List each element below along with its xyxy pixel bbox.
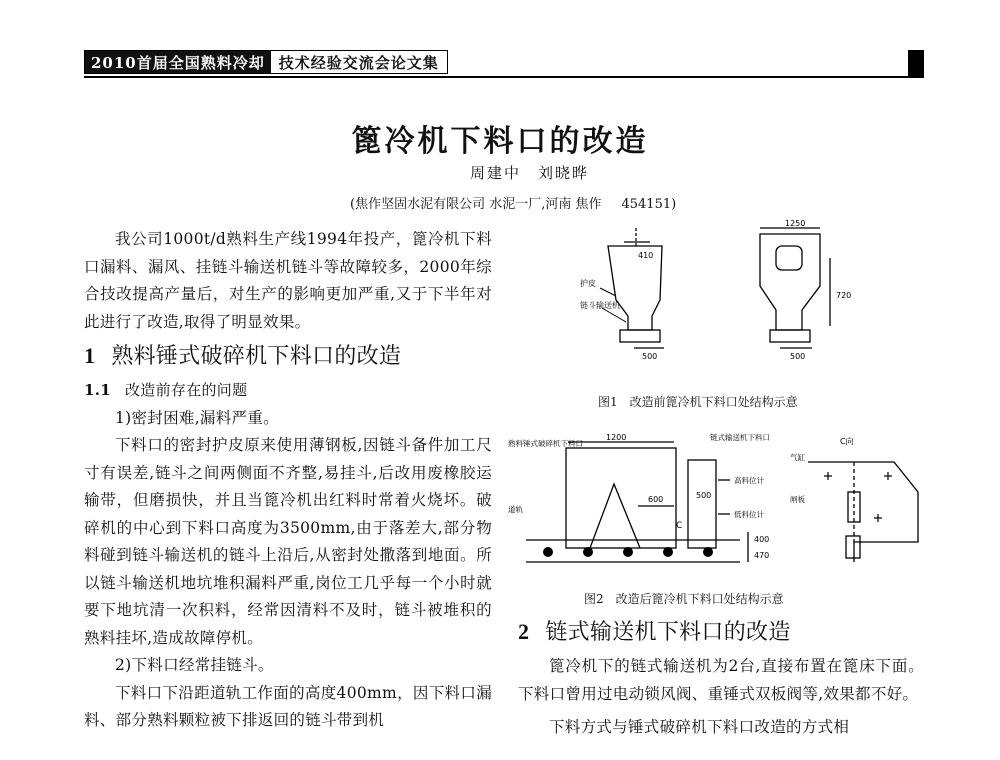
fig2-label-conveyor: 链式输送机下料口 [710, 433, 770, 442]
fig1-right-chute [760, 234, 820, 330]
fig1-dim-720: 720 [836, 291, 852, 300]
right-column [518, 612, 924, 742]
journal-header [84, 50, 924, 80]
fig1-left-base [620, 330, 660, 342]
fig1-label-hupi: 护皮 [580, 279, 596, 288]
subsection-1-1-heading [84, 377, 492, 405]
section-2-title: 链式输送机下料口的改造 [545, 620, 791, 645]
fig2-label-rail: 道轨 [508, 505, 523, 514]
fig1-leader-hupi [600, 288, 616, 296]
figure-1-caption: 图1 改造前篦冷机下料口处结构示意 [598, 395, 798, 409]
fig2-label-cylinder: 气缸 [790, 453, 805, 462]
section-2-number: 2 [518, 619, 530, 644]
figure-2-caption: 图2 改造后篦冷机下料口处结构示意 [584, 592, 784, 606]
fig2-label-view: C向 [840, 437, 854, 446]
figure-2-diagram [508, 432, 924, 582]
section-2-heading [518, 614, 924, 651]
fig1-leader-conveyor [602, 308, 626, 322]
paragraph-2: 下料口下沿距道轨工作面的高度400mm，因下料口漏料、部分熟料颗粒被下排返回的链斗带到机 [84, 683, 492, 729]
paragraph-1: 下料口的密封护皮原来使用薄钢板,因链斗备件加工尺寸有误差,链斗之间两侧面不齐整,易挂斗,后改用废橡胶运输带，但磨损快，并且当篦冷机出红料时常着火烧坏。破碎机的中心到下料口高度为3500mm,由于落差大,部分物料碰到链斗输送机的链斗上沿后,从密封处撒落到地面。所以链斗输送机地坑堆积漏料严重,岗位工几乎每一个小时就要下地坑清一次积料，经常因清料不及时，链斗被堆积的熟料挂坏,造成故障停机。 [84, 436, 492, 647]
header-series-a: 2010首届全国熟料冷却 [85, 51, 271, 73]
figure-1-diagram [580, 218, 870, 368]
header-black-block [908, 50, 924, 76]
fig2-label-low: 低料位计 [734, 510, 764, 519]
subsection-1-1-number: 1.1 [84, 381, 111, 399]
fig2-dim-600: 600 [648, 495, 664, 504]
article-title: 篦冷机下料口的改造 [351, 124, 649, 159]
fig2-roller-1 [543, 547, 553, 557]
fig1-dim-410: 410 [638, 251, 654, 260]
affiliation-text: (焦作坚固水泥有限公司 水泥一厂,河南 焦作 [350, 197, 602, 212]
section-2-paragraph-2: 下料方式与锤式破碎机下料口改造的方式相 [549, 718, 850, 736]
section-1-heading [84, 338, 492, 375]
fig2-dim-500: 500 [696, 491, 712, 500]
fig2-label-gate: 闸板 [790, 495, 805, 504]
fig2-label-crusher: 熟料锤式破碎机下料口 [508, 439, 583, 448]
article-authors: 周建中 刘晓晔 [470, 164, 590, 182]
fig2-dim-470: 470 [754, 551, 770, 560]
section-1-number: 1 [84, 343, 96, 368]
fig1-left-chute [608, 246, 662, 330]
intro-paragraph: 我公司1000t/d熟料生产线1994年投产，篦冷机下料口漏料、漏风、挂链斗输送机链斗等故障较多，2000年综合技改提高产量后，对生产的影响更加严重,又于下半年对此进行了改造,取得了明显效果。 [84, 230, 492, 331]
fig1-right-base [770, 330, 810, 342]
left-column [84, 226, 492, 735]
fig2-gate-plate [846, 536, 860, 558]
item-1: 1)密封困难,漏料严重。 [115, 408, 279, 427]
fig2-label-c: C [676, 521, 683, 531]
section-1-title: 熟料锤式破碎机下料口的改造 [111, 344, 402, 369]
affiliation-postcode: 454151) [621, 197, 677, 212]
fig2-c-view-outline [808, 462, 918, 562]
fig1-label-conveyor: 链斗输送机 [580, 301, 620, 310]
fig2-dim-1200: 1200 [606, 433, 627, 442]
journal-header-box [84, 50, 448, 74]
fig2-label-high: 高料位计 [734, 476, 764, 485]
fig1-dim-500-right: 500 [790, 352, 806, 361]
article-affiliation [350, 193, 676, 212]
fig2-splitter [590, 484, 640, 548]
header-series-b: 技术经验交流会论文集 [278, 53, 439, 72]
fig1-right-opening [776, 246, 802, 270]
section-2-paragraph-1: 篦冷机下的链式输送机为2台,直接布置在篦床下面。下料口曾用过电动锁风阀、重锤式双板阀等,效果都不好。 [518, 657, 924, 703]
fig2-roller-4 [663, 547, 673, 557]
header-rule [84, 76, 924, 78]
fig2-roller-2 [583, 547, 593, 557]
fig2-dim-400: 400 [754, 535, 770, 544]
fig2-roller-3 [623, 547, 633, 557]
fig2-roller-5 [703, 547, 713, 557]
fig1-dim-1250: 1250 [785, 219, 806, 228]
fig1-dim-500-left: 500 [642, 352, 658, 361]
subsection-1-1-title: 改造前存在的问题 [125, 381, 248, 399]
item-2: 2)下料口经常挂链斗。 [115, 656, 274, 674]
fig2-conveyor-chute [688, 460, 716, 548]
